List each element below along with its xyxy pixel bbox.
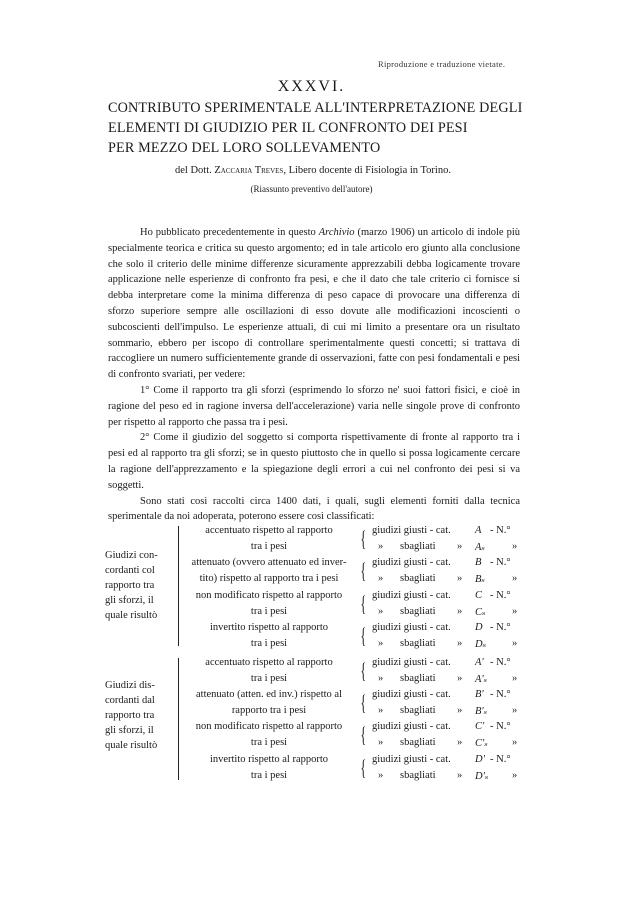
category-code-sub: Cₛ xyxy=(475,607,486,618)
row-brace: { xyxy=(360,755,367,780)
number-label: - N.° xyxy=(490,721,511,732)
ditto-mark: » xyxy=(457,541,463,552)
author-line xyxy=(175,165,451,176)
ditto-mark: » xyxy=(457,638,463,649)
category-code: A' xyxy=(475,657,484,668)
category-code: C' xyxy=(475,721,485,732)
rights-notice: Riproduzione e traduzione vietate. xyxy=(378,59,506,69)
category-code-sub: D'ₛ xyxy=(475,771,489,782)
paragraph-data: Sono stati così raccolti circa 1400 dati, i quali, sugli elementi forniti dalla tecnica sperimentale da noi adoperata, poterono essere così classificati: xyxy=(108,495,520,523)
giusti-label: giudizi giusti - cat. xyxy=(372,622,451,633)
p1-text-b: (marzo 1906) un articolo di indole più specialmente teorica e critica su questo argomento; ed in tale articolo ero giunto alla conclusione che solo il criterio delle minime differenze sicuramente apprezzabili debba logicamente trovare applicazione nelle esperienze di confronto fra pesi, e che il dato che tale criterio ci fornisce si debba interpretare come la minima differenza di peso capace di provocare una differenza di sforzo superiore sempre alle oscillazioni di esso dovute alle modificazioni incoscienti o subcoscienti dell'impulso. Le esperienze attuali, di cui mi limito a presentare ora un risultato sommario, ebbero per iscopo di controllare sperimentalmente questi concetti; si trattava di raccogliere un numero sufficientemente grande di osservazioni, fatte con pesi fondamentali e pesi di confronto svariati, per vedere: xyxy=(108,227,520,381)
article-number: XXXVI. xyxy=(277,78,346,95)
g2-label-line: cordanti dal xyxy=(105,695,155,706)
title-line-1: CONTRIBUTO SPERIMENTALE ALL'INTERPRETAZIONE DEGLI xyxy=(108,100,523,116)
sbagliati-label: sbagliati xyxy=(400,606,436,617)
sbagliati-label: sbagliati xyxy=(400,638,436,649)
paragraph-point-2: 2° Come il giudizio del soggetto si comporta rispettivamente di fronte al rapporto tra i pesi ed al rapporto tra gli sforzi; se in questo piuttosto che in quello si possa logicamente cercare la ragione dell'apprezzamento e la spiegazione degli errori a cui nel confronto dei pesi si va soggetti. xyxy=(108,432,520,491)
condition-line-2: tra i pesi xyxy=(250,606,288,617)
group1-label xyxy=(105,548,158,623)
condition-line-2: tra i pesi xyxy=(250,541,288,552)
row-brace: { xyxy=(360,690,367,715)
p1-italic: Archivio xyxy=(318,227,355,238)
row-brace: { xyxy=(360,591,367,616)
author-suffix: , Libero docente di Fisiologia in Torino. xyxy=(283,165,451,176)
group1-brace xyxy=(178,526,179,646)
number-label: - N.° xyxy=(490,557,511,568)
g1-label-line: cordanti col xyxy=(105,565,155,576)
condition-line-1: accentuato rispetto al rapporto xyxy=(205,525,333,536)
row-brace: { xyxy=(360,526,367,551)
p1-text-a: Ho pubblicato precedentemente in questo xyxy=(140,227,319,238)
category-code: B' xyxy=(475,689,484,700)
ditto-mark: » xyxy=(512,638,518,649)
giusti-label: giudizi giusti - cat. xyxy=(372,557,451,568)
ditto-mark: » xyxy=(378,705,384,716)
giusti-label: giudizi giusti - cat. xyxy=(372,754,451,765)
sbagliati-label: sbagliati xyxy=(400,541,436,552)
ditto-mark: » xyxy=(457,705,463,716)
ditto-mark: » xyxy=(378,638,384,649)
ditto-mark: » xyxy=(378,541,384,552)
condition-line-2: tra i pesi xyxy=(250,638,288,649)
condition-line-2: tra i pesi xyxy=(250,673,288,684)
condition-line-1: invertito rispetto al rapporto xyxy=(209,754,329,765)
condition-line-2: tra i pesi xyxy=(250,737,288,748)
g1-label-line: rapporto tra xyxy=(105,580,155,591)
row-brace: { xyxy=(360,623,367,648)
giusti-label: giudizi giusti - cat. xyxy=(372,525,451,536)
ditto-mark: » xyxy=(512,673,518,684)
condition-line-1: invertito rispetto al rapporto xyxy=(209,622,329,633)
ditto-mark: » xyxy=(378,770,384,781)
g2-label-line: gli sforzi, il xyxy=(105,725,154,736)
condition-line-1: attenuato (atten. ed inv.) rispetto al xyxy=(196,689,342,700)
giusti-label: giudizi giusti - cat. xyxy=(372,590,451,601)
category-code: A xyxy=(475,525,482,536)
ditto-mark: » xyxy=(512,541,518,552)
summary-note: (Riassunto preventivo dell'autore) xyxy=(250,184,373,194)
paragraph-intro xyxy=(108,225,520,383)
sbagliati-label: sbagliati xyxy=(400,673,436,684)
g1-label-line: Giudizi con- xyxy=(105,550,158,561)
ditto-mark: » xyxy=(512,770,518,781)
group2-label xyxy=(105,678,157,753)
ditto-mark: » xyxy=(378,737,384,748)
row-brace: { xyxy=(360,658,367,683)
ditto-mark: » xyxy=(457,737,463,748)
g2-label-line: quale risultò xyxy=(105,740,158,751)
number-label: - N.° xyxy=(490,590,511,601)
body-text xyxy=(108,225,520,525)
row-brace: { xyxy=(360,722,367,747)
category-code-sub: Bₛ xyxy=(475,574,485,585)
giusti-label: giudizi giusti - cat. xyxy=(372,721,451,732)
row-brace: { xyxy=(360,558,367,583)
paragraph-point-1: 1° Come il rapporto tra gli sforzi (esprimendo lo sforzo ne' suoi fattori fisici, e cioè in ragione del peso ed in ragione inversa dell'accelerazione) varia nelle singole prove di confronto per rispetto al rapporto che passa tra i pesi. xyxy=(108,384,520,428)
category-code: D xyxy=(475,622,483,633)
category-code-sub: C'ₛ xyxy=(475,738,488,749)
condition-line-1: non modificato rispetto al rapporto xyxy=(195,590,343,601)
ditto-mark: » xyxy=(378,673,384,684)
ditto-mark: » xyxy=(457,573,463,584)
condition-line-2: rapporto tra i pesi xyxy=(231,705,307,716)
ditto-mark: » xyxy=(512,573,518,584)
g2-label-line: Giudizi dis- xyxy=(105,680,155,691)
number-label: - N.° xyxy=(490,622,511,633)
category-code-sub: B'ₛ xyxy=(475,706,488,717)
title-line-3: PER MEZZO DEL LORO SOLLEVAMENTO xyxy=(108,140,381,156)
condition-line-2: tito) rispetto al rapporto tra i pesi xyxy=(199,573,339,584)
sbagliati-label: sbagliati xyxy=(400,705,436,716)
category-code-sub: Aₛ xyxy=(475,542,485,553)
sbagliati-label: sbagliati xyxy=(400,770,436,781)
ditto-mark: » xyxy=(512,606,518,617)
number-label: - N.° xyxy=(490,754,511,765)
condition-line-2: tra i pesi xyxy=(250,770,288,781)
category-code: B xyxy=(475,557,482,568)
number-label: - N.° xyxy=(490,689,511,700)
g2-label-line: rapporto tra xyxy=(105,710,155,721)
g1-label-line: quale risultò xyxy=(105,610,158,621)
ditto-mark: » xyxy=(512,705,518,716)
giusti-label: giudizi giusti - cat. xyxy=(372,657,451,668)
ditto-mark: » xyxy=(457,606,463,617)
condition-line-1: non modificato rispetto al rapporto xyxy=(195,721,343,732)
giusti-label: giudizi giusti - cat. xyxy=(372,689,451,700)
ditto-mark: » xyxy=(378,606,384,617)
author-prefix: del Dott. xyxy=(175,165,212,176)
author-name: Zaccaria Treves xyxy=(214,165,284,176)
sbagliati-label: sbagliati xyxy=(400,737,436,748)
condition-line-1: accentuato rispetto al rapporto xyxy=(205,657,333,668)
group2-brace xyxy=(178,658,179,780)
ditto-mark: » xyxy=(512,737,518,748)
ditto-mark: » xyxy=(378,573,384,584)
condition-line-1: attenuato (ovvero attenuato ed inver- xyxy=(191,557,347,568)
g1-label-line: gli sforzi, il xyxy=(105,595,154,606)
category-code-sub: Dₛ xyxy=(475,639,487,650)
number-label: - N.° xyxy=(490,525,511,536)
sbagliati-label: sbagliati xyxy=(400,573,436,584)
category-code: C xyxy=(475,590,483,601)
category-code: D' xyxy=(475,754,485,765)
category-code-sub: A'ₛ xyxy=(475,674,488,685)
number-label: - N.° xyxy=(490,657,511,668)
ditto-mark: » xyxy=(457,770,463,781)
title-line-2: ELEMENTI DI GIUDIZIO PER IL CONFRONTO DEI PESI xyxy=(108,120,468,136)
ditto-mark: » xyxy=(457,673,463,684)
